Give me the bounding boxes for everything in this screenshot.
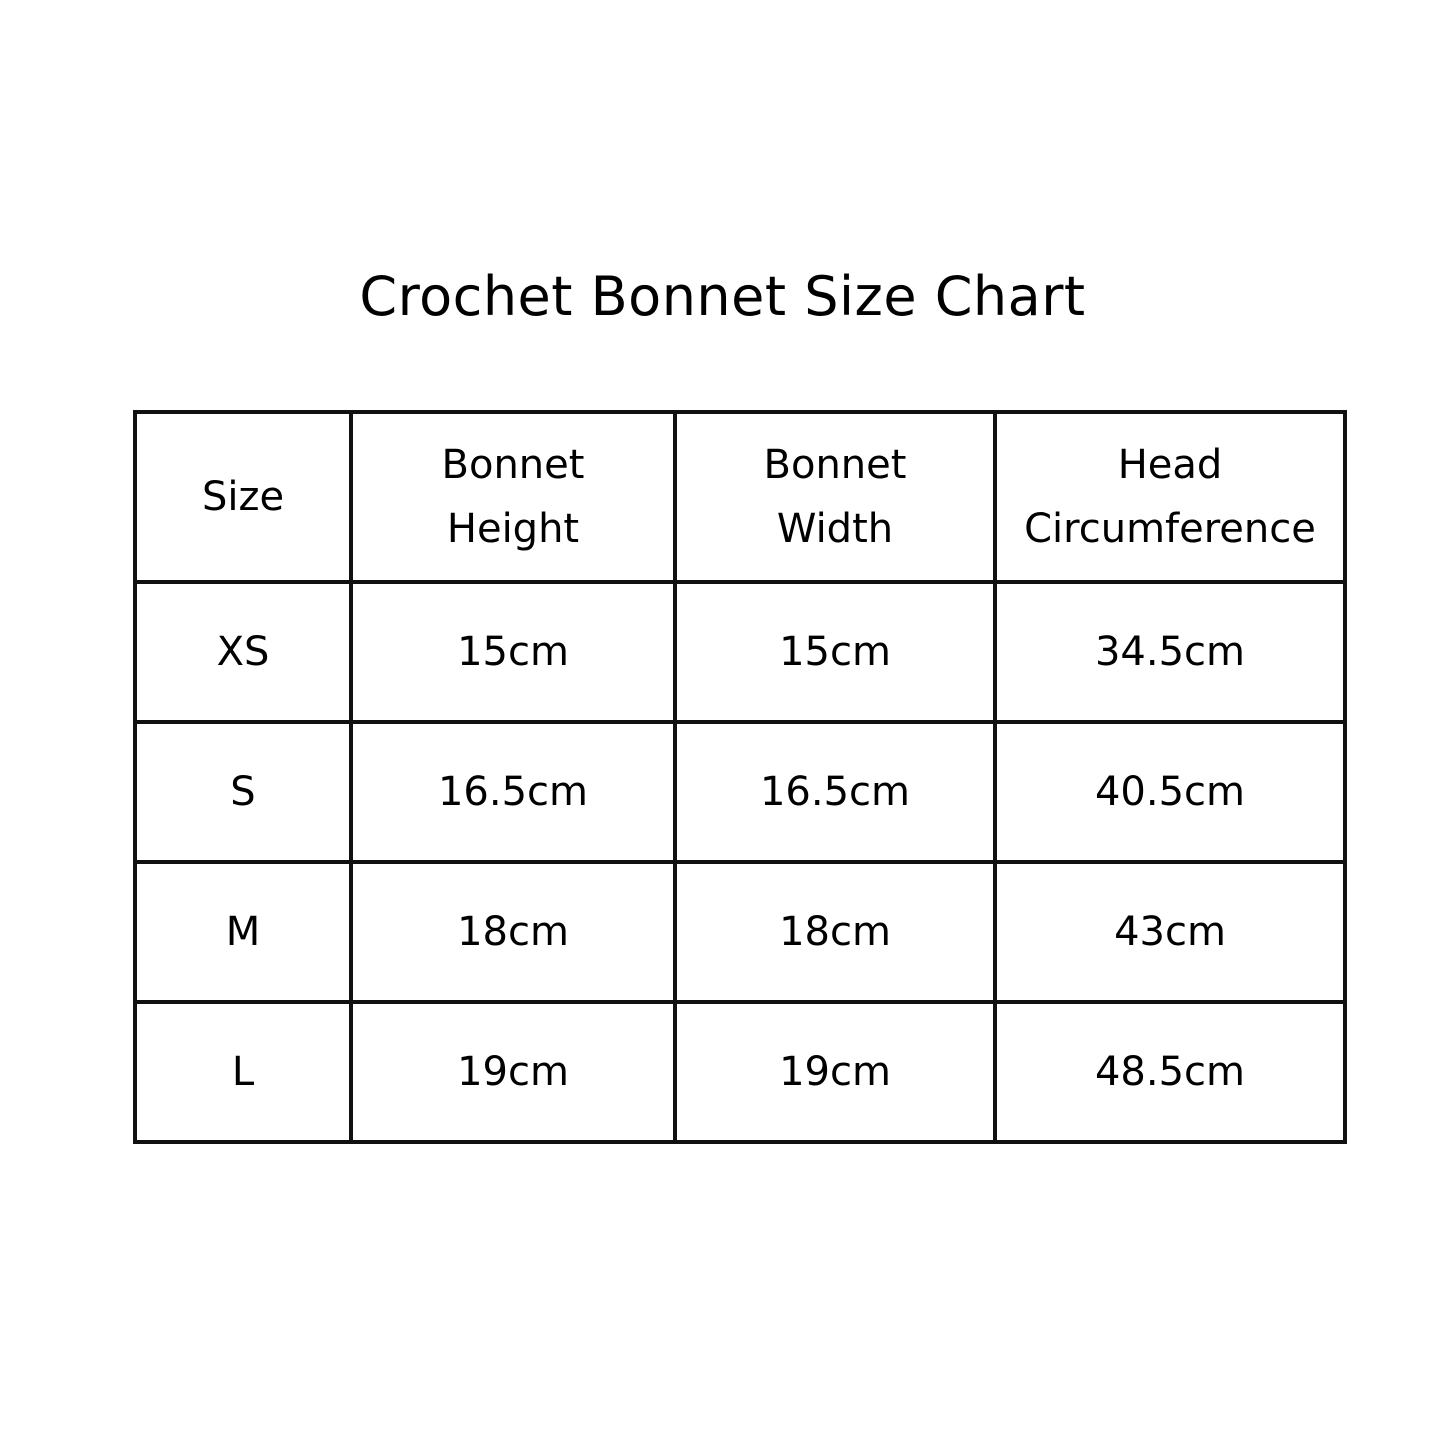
header-row (135, 412, 1345, 582)
head-circumference-cell: 40.5cm (995, 722, 1345, 862)
head-circumference-cell: 43cm (995, 862, 1345, 1002)
chart-title: Crochet Bonnet Size Chart (359, 265, 1086, 328)
header-cell-size (135, 412, 351, 582)
head-circumference-cell: 48.5cm (995, 1002, 1345, 1142)
header-text: Circumference (1024, 506, 1316, 552)
bonnet-width-cell: 19cm (675, 1002, 995, 1142)
bonnet-height-cell: 18cm (351, 862, 675, 1002)
head-circumference-cell: 34.5cm (995, 582, 1345, 722)
table-row (135, 1002, 1345, 1142)
size-cell: L (135, 1002, 351, 1142)
header-text: Bonnet (763, 442, 907, 488)
bonnet-height-cell: 19cm (351, 1002, 675, 1142)
bonnet-width-cell: 15cm (675, 582, 995, 722)
table-row (135, 582, 1345, 722)
bonnet-width-cell: 16.5cm (675, 722, 995, 862)
size-cell: S (135, 722, 351, 862)
header-text: Head (1117, 442, 1223, 488)
header-text: Height (446, 506, 580, 552)
bonnet-width-cell: 18cm (675, 862, 995, 1002)
bonnet-height-cell: 16.5cm (351, 722, 675, 862)
header-cell-head-circumference (995, 412, 1345, 582)
header-text: Width (776, 506, 894, 552)
table-row (135, 862, 1345, 1002)
size-cell: M (135, 862, 351, 1002)
size-cell: XS (135, 582, 351, 722)
header-text: Bonnet (441, 442, 585, 488)
header-cell-bonnet-width (675, 412, 995, 582)
header-cell-bonnet-height (351, 412, 675, 582)
bonnet-height-cell: 15cm (351, 582, 675, 722)
size-chart-table (133, 410, 1347, 1144)
table-row (135, 722, 1345, 862)
header-text: Size (201, 474, 285, 520)
